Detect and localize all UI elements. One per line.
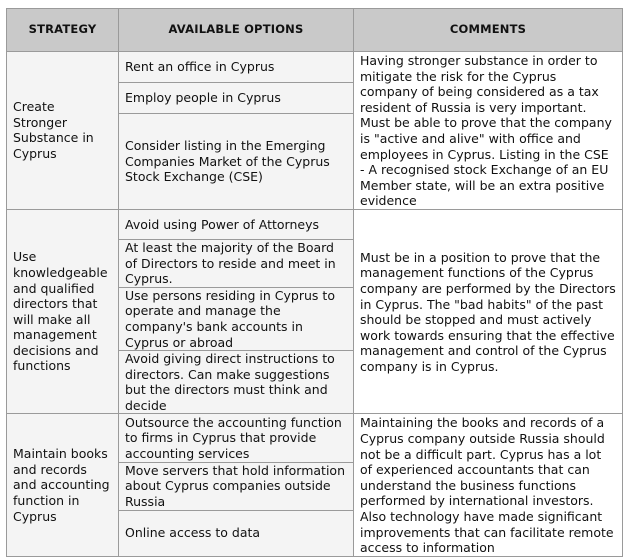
option-cell: Avoid using Power of Attorneys: [119, 209, 354, 239]
comment-cell-directors: Must be in a position to prove that the management functions of the Cyprus company are performed by the Directors in Cyprus. The "bad habits" of the past should be stopped and must actively work towards ensuring that the effective management and control of the Cyprus company is in Cyprus.: [354, 209, 623, 414]
table-row: [7, 209, 623, 239]
table-row: [7, 52, 623, 83]
option-cell: Consider listing in the Emerging Companies Market of the Cyprus Stock Exchange (CSE): [119, 114, 354, 210]
comment-cell-substance: Having stronger substance in order to mitigate the risk for the Cyprus company of being considered as a tax resident of Russia is very important. Must be able to prove that the company is "active and alive" with office and employees in Cyprus. Listing in the CSE - A recognised stock Exchange of an EU Member state, will be an extra positive evidence: [354, 52, 623, 210]
option-cell: Outsource the accounting function to firms in Cyprus that provide accounting services: [119, 414, 354, 462]
option-cell: Rent an office in Cyprus: [119, 52, 354, 83]
comment-cell-books: Maintaining the books and records of a Cyprus company outside Russia should not be a difficult part. Cyprus has a lot of experienced accountants that can understand the business functions performed by international investors. Also technology have made significant improvements that can facilitate remote access to information: [354, 414, 623, 556]
option-cell: Move servers that hold information about Cyprus companies outside Russia: [119, 462, 354, 510]
header-strategy: STRATEGY: [7, 9, 119, 52]
option-cell: At least the majority of the Board of Directors to reside and meet in Cyprus.: [119, 239, 354, 287]
strategy-cell-books: Maintain books and records and accounting function in Cyprus: [7, 414, 119, 556]
header-available-options: AVAILABLE OPTIONS: [119, 9, 354, 52]
strategy-cell-substance: Create Stronger Substance in Cyprus: [7, 52, 119, 210]
option-cell: Avoid giving direct instructions to directors. Can make suggestions but the directors must think and decide: [119, 351, 354, 414]
option-cell: Employ people in Cyprus: [119, 83, 354, 114]
option-cell: Online access to data: [119, 510, 354, 556]
table-row: [7, 414, 623, 462]
header-comments: COMMENTS: [354, 9, 623, 52]
option-cell: Use persons residing in Cyprus to operate and manage the company's bank accounts in Cyprus or abroad: [119, 287, 354, 350]
table-header-row: [7, 9, 623, 52]
strategy-table: [6, 8, 623, 557]
strategy-cell-directors: Use knowledgeable and qualified directors that will make all management decisions and functions: [7, 209, 119, 414]
